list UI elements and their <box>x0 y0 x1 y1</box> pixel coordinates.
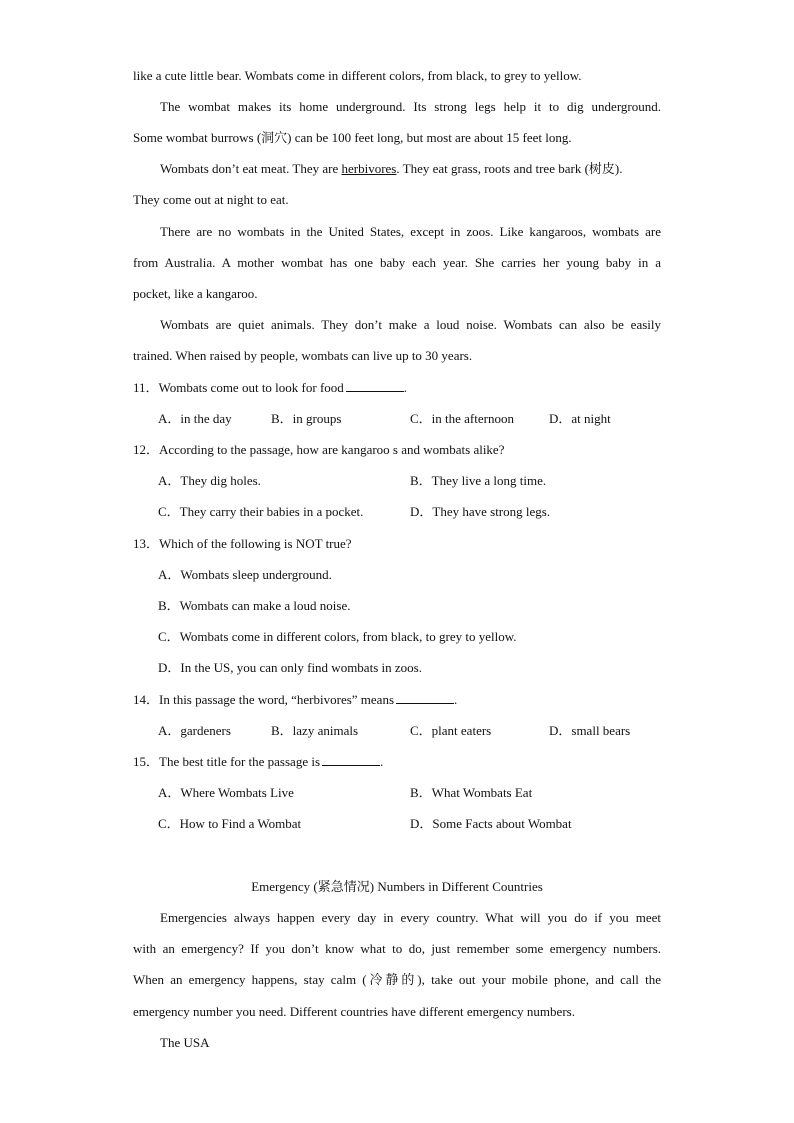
option-b: B．lazy animals <box>271 723 359 738</box>
option-d: D．at night <box>549 411 611 426</box>
passage-text: . They eat grass, roots and tree bark (树皮). <box>396 161 623 176</box>
passage-line: Emergencies always happen every day in every country. What will you do if you meet <box>160 910 661 925</box>
option-a: A．Wombats sleep underground. <box>158 567 332 582</box>
option-c: C．Wombats come in different colors, from black, to grey to yellow. <box>158 629 517 644</box>
subsection-heading: The USA <box>160 1035 210 1050</box>
option-b: B．Wombats can make a loud noise. <box>158 598 351 613</box>
option-c: C．plant eaters <box>410 723 492 738</box>
option-d: D．In the US, you can only find wombats in zoos. <box>158 660 422 675</box>
option-d: D．They have strong legs. <box>410 504 551 519</box>
question-14-stem <box>133 692 661 708</box>
question-tail: . <box>403 380 408 395</box>
passage-line: pocket, like a kangaroo. <box>133 286 258 301</box>
question-13-stem: 13．Which of the following is NOT true? <box>133 536 352 551</box>
option-c: C．They carry their babies in a pocket. <box>158 504 364 519</box>
option-b: B．in groups <box>271 411 342 426</box>
passage-line: When an emergency happens, stay calm (冷静的), take out your mobile phone, and call the <box>133 972 661 987</box>
question-tail: . <box>454 692 458 707</box>
option-d: D．small bears <box>549 723 631 738</box>
passage-line: The wombat makes its home underground. Its strong legs help it to dig underground. <box>160 99 661 114</box>
passage-line: Some wombat burrows (洞穴) can be 100 feet long, but most are about 15 feet long. <box>133 130 572 145</box>
option-c: C．How to Find a Wombat <box>158 816 302 831</box>
passage-line: from Australia. A mother wombat has one baby each year. She carries her young baby in a <box>133 255 661 270</box>
passage-line: There are no wombats in the United States, except in zoos. Like kangaroos, wombats are <box>160 224 661 239</box>
question-tail: . <box>380 754 384 769</box>
question-stem-text: 15．The best title for the passage is <box>133 754 321 769</box>
option-b: B．They live a long time. <box>410 473 547 488</box>
passage-line <box>160 161 661 177</box>
question-stem-text: 14．In this passage the word, “herbivores” means <box>133 692 395 707</box>
passage-text: Wombats don’t eat meat. They are <box>160 161 342 176</box>
herbivores-word: herbivores <box>341 161 397 176</box>
passage-line: like a cute little bear. Wombats come in different colors, from black, to grey to yellow. <box>133 68 582 83</box>
option-d: D．Some Facts about Wombat <box>410 816 572 831</box>
passage-line: with an emergency? If you don’t know what to do, just remember some emergency numbers. <box>133 941 661 956</box>
question-12-stem: 12．According to the passage, how are kangaroo s and wombats alike? <box>133 442 505 457</box>
answer-blank <box>346 380 404 392</box>
option-a: A．Where Wombats Live <box>158 785 294 800</box>
option-a: A．in the day <box>158 411 232 426</box>
option-a: A．They dig holes. <box>158 473 261 488</box>
answer-blank <box>396 692 454 704</box>
passage-line: emergency number you need. Different countries have different emergency numbers. <box>133 1004 575 1019</box>
option-b: B．What Wombats Eat <box>410 785 533 800</box>
passage-line: They come out at night to eat. <box>133 192 289 207</box>
option-a: A．gardeners <box>158 723 231 738</box>
question-11-stem <box>133 380 661 396</box>
option-c: C．in the afternoon <box>410 411 514 426</box>
section-title: Emergency (紧急情况) Numbers in Different Countries <box>251 879 543 894</box>
passage-line: Wombats are quiet animals. They don’t make a loud noise. Wombats can also be easily <box>160 317 661 332</box>
question-15-stem <box>133 754 661 770</box>
answer-blank <box>322 754 380 766</box>
question-stem-text: 11．Wombats come out to look for food <box>133 380 344 395</box>
passage-line: trained. When raised by people, wombats can live up to 30 years. <box>133 348 473 363</box>
